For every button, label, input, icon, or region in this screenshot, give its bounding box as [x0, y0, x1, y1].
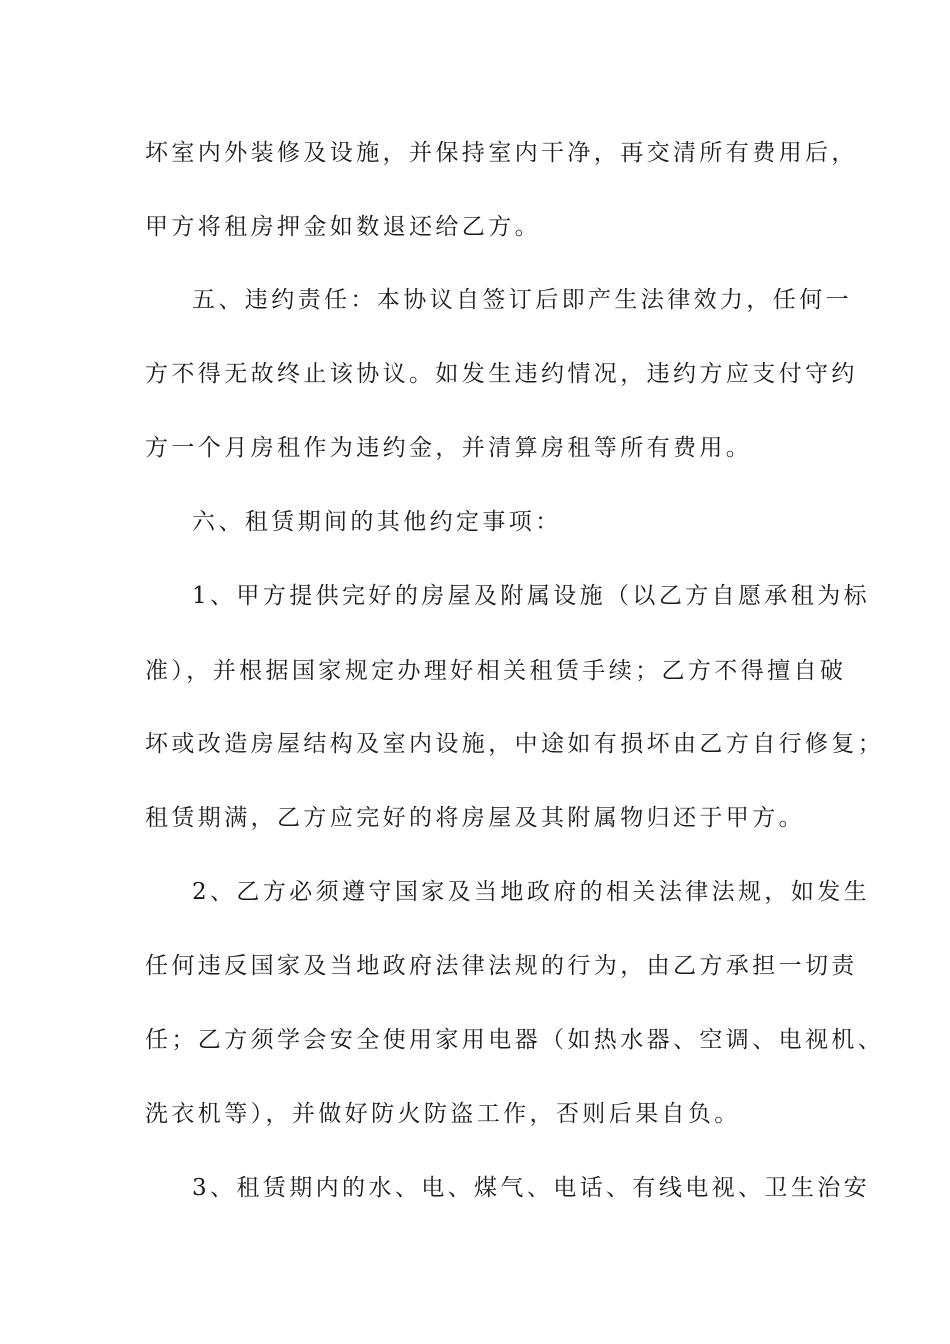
text-line: 坏室内外装修及设施，并保持室内干净，再交清所有费用后， — [145, 140, 858, 166]
text-line: 任何违反国家及当地政府法律法规的行为，由乙方承担一切责 — [145, 953, 858, 979]
text-line: 甲方将租房押金如数退还给乙方。 — [145, 214, 541, 240]
clause-2-start: 2、乙方必须遵守国家及当地政府的相关法律法规，如发生 — [192, 879, 871, 905]
text-line: 任；乙方须学会安全使用家用电器（如热水器、空调、电视机、 — [145, 1027, 885, 1053]
text-line: 方一个月房租作为违约金，并清算房租等所有费用。 — [145, 435, 753, 461]
clause-3-start: 3、租赁期内的水、电、煤气、电话、有线电视、卫生治安 — [192, 1175, 871, 1201]
section-heading-other-terms: 六、租赁期间的其他约定事项： — [192, 509, 562, 535]
section-heading-breach: 五、违约责任：本协议自签订后即产生法律效力，任何一 — [192, 287, 852, 313]
text-line: 准），并根据国家规定办理好相关租赁手续；乙方不得擅自破 — [145, 658, 847, 684]
clause-1-start: 1、甲方提供完好的房屋及附属设施（以乙方自愿承租为标 — [192, 583, 871, 609]
text-line: 坏或改造房屋结构及室内设施，中途如有损坏由乙方自行修复； — [145, 731, 885, 757]
text-line: 方不得无故终止该协议。如发生违约情况，违约方应支付守约 — [145, 361, 858, 387]
text-line: 租赁期满，乙方应完好的将房屋及其附属物归还于甲方。 — [145, 805, 805, 831]
text-line: 洗衣机等），并做好防火防盗工作，否则后果自负。 — [145, 1101, 741, 1127]
